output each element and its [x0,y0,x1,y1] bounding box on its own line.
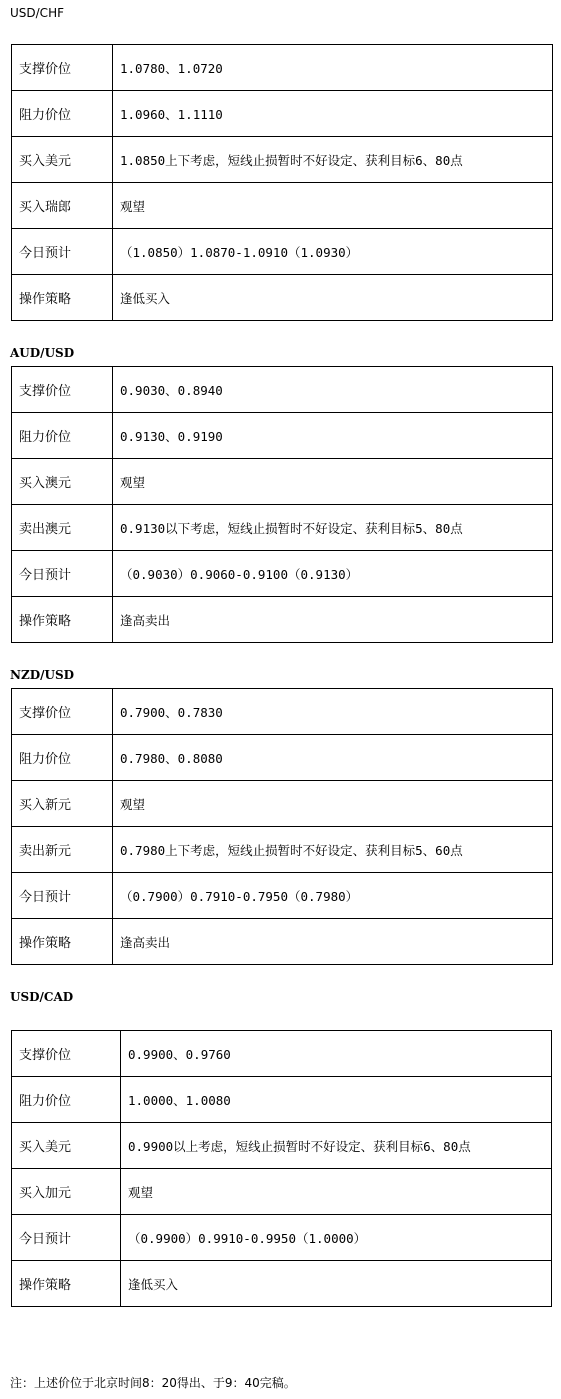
row-value: 逢高卖出 [113,597,553,643]
row-value: 观望 [121,1169,552,1215]
table-row [12,919,553,965]
row-value: 0.7980上下考虑，短线止损暂时不好设定、获利目标5、60点 [113,827,553,873]
row-value: 观望 [113,183,553,229]
section-title-usdcad: USD/CAD [10,990,74,1004]
row-value: （0.7900）0.7910-0.7950（0.7980） [113,873,553,919]
row-label: 支撑价位 [12,1031,121,1077]
row-label: 支撑价位 [12,689,113,735]
row-value: 1.0960、1.1110 [113,91,553,137]
row-label: 操作策略 [12,919,113,965]
row-label: 买入加元 [12,1169,121,1215]
table-row [12,505,553,551]
row-value: 1.0780、1.0720 [113,45,553,91]
section-title-nzdusd: NZD/USD [10,668,75,682]
row-label: 卖出澳元 [12,505,113,551]
row-label: 今日预计 [12,551,113,597]
row-label: 今日预计 [12,229,113,275]
row-value: 0.9900、0.9760 [121,1031,552,1077]
table-row [12,1261,552,1307]
table-row [12,689,553,735]
table-row [12,459,553,505]
row-label: 支撑价位 [12,367,113,413]
table-row [12,367,553,413]
row-value: 0.9030、0.8940 [113,367,553,413]
table-row [12,275,553,321]
row-label: 买入澳元 [12,459,113,505]
table-row [12,873,553,919]
row-label: 今日预计 [12,873,113,919]
row-label: 买入美元 [12,1123,121,1169]
row-value: 逢低买入 [121,1261,552,1307]
row-label: 阻力价位 [12,91,113,137]
row-value: 0.7900、0.7830 [113,689,553,735]
table-row [12,1215,552,1261]
row-label: 阻力价位 [12,1077,121,1123]
row-label: 支撑价位 [12,45,113,91]
table-row [12,91,553,137]
row-label: 买入新元 [12,781,113,827]
table-row [12,735,553,781]
table-row [12,1123,552,1169]
row-value: 0.9130、0.9190 [113,413,553,459]
table-row [12,781,553,827]
row-label: 今日预计 [12,1215,121,1261]
row-label: 阻力价位 [12,735,113,781]
table-row [12,45,553,91]
section-title-audusd: AUD/USD [10,346,75,360]
row-value: （0.9030）0.9060-0.9100（0.9130） [113,551,553,597]
row-label: 卖出新元 [12,827,113,873]
row-value: 逢低买入 [113,275,553,321]
row-value: 0.7980、0.8080 [113,735,553,781]
table-row [12,597,553,643]
row-label: 买入瑞郎 [12,183,113,229]
table-row [12,827,553,873]
rates-table-nzdusd [11,688,553,965]
table-row [12,1169,552,1215]
table-row [12,183,553,229]
row-value: （0.9900）0.9910-0.9950（1.0000） [121,1215,552,1261]
row-label: 操作策略 [12,1261,121,1307]
row-value: 逢高卖出 [113,919,553,965]
row-label: 阻力价位 [12,413,113,459]
table-row [12,137,553,183]
rates-table-usdchf [11,44,553,321]
row-label: 操作策略 [12,597,113,643]
row-value: 1.0000、1.0080 [121,1077,552,1123]
table-row [12,1031,552,1077]
row-value: 0.9900以上考虑，短线止损暂时不好设定、获利目标6、80点 [121,1123,552,1169]
rates-table-audusd [11,366,553,643]
row-value: 观望 [113,781,553,827]
table-row [12,413,553,459]
section-title-usdchf: USD/CHF [10,6,64,20]
row-value: （1.0850）1.0870-1.0910（1.0930） [113,229,553,275]
table-row [12,551,553,597]
rates-table-usdcad [11,1030,552,1307]
table-row [12,1077,552,1123]
footnote: 注：上述价位于北京时间8：20得出、于9：40完稿。 [10,1376,296,1390]
row-label: 买入美元 [12,137,113,183]
row-value: 观望 [113,459,553,505]
row-value: 0.9130以下考虑，短线止损暂时不好设定、获利目标5、80点 [113,505,553,551]
row-label: 操作策略 [12,275,113,321]
row-value: 1.0850上下考虑，短线止损暂时不好设定、获利目标6、80点 [113,137,553,183]
table-row [12,229,553,275]
